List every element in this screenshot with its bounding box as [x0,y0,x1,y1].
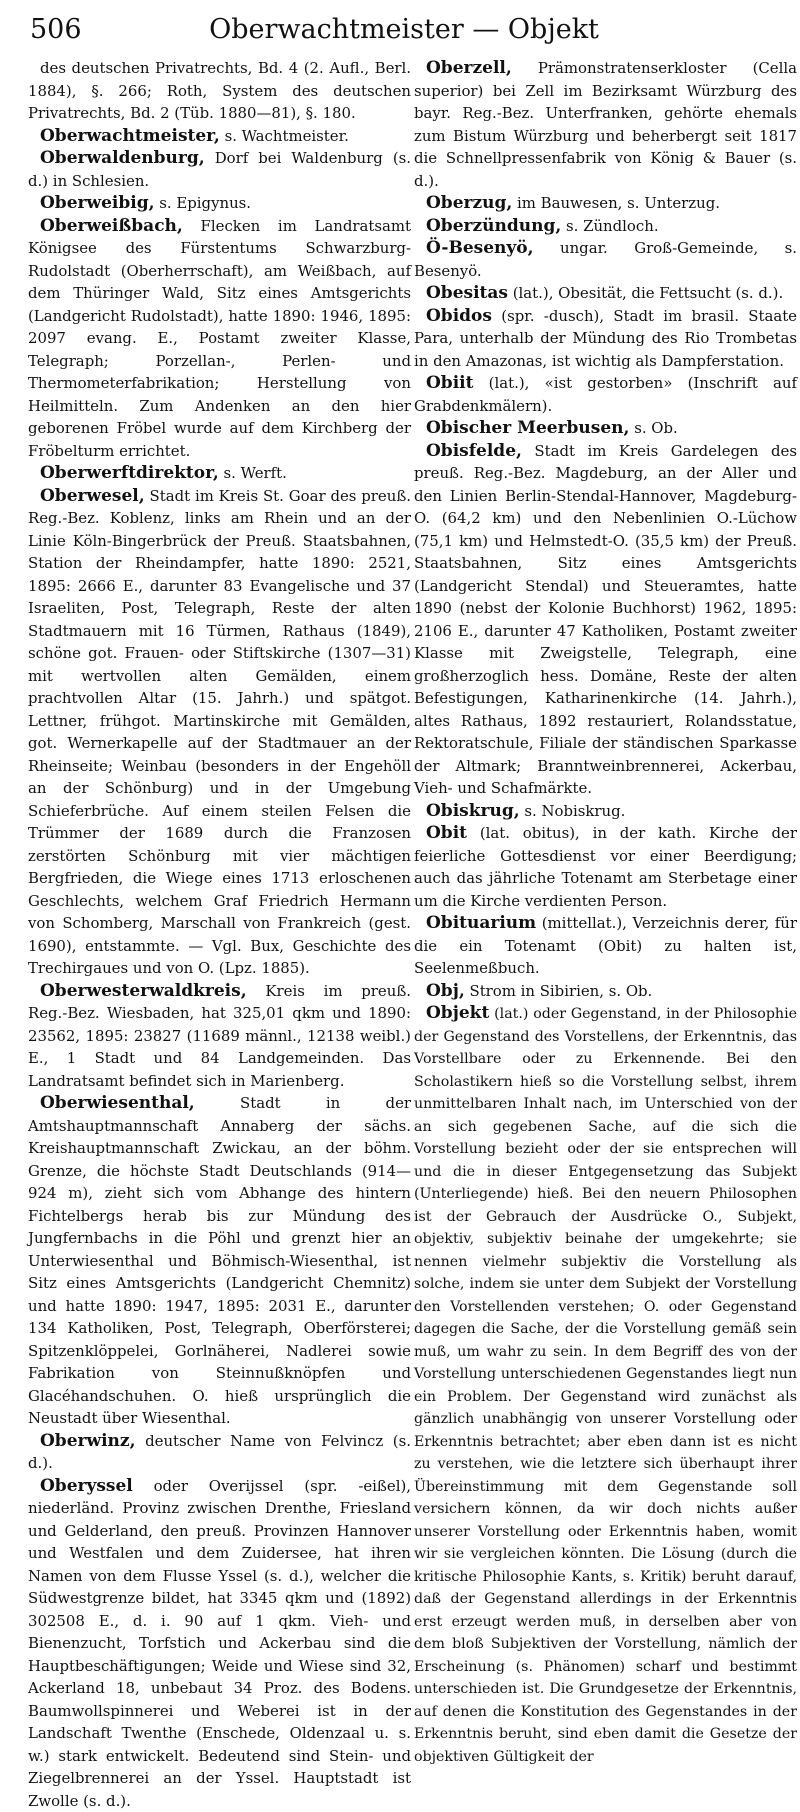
entry-oberyssel: Oberyssel oder Overijssel (spr. -eißel), niederländ. Provinz zwischen Drenthe, Friesland und Gelderland, den preuß. Provinzen Hannover und Westfalen und dem Zuidersee, hat ihren Namen von dem Flusse Yssel (s. d.), welcher die Südwestgrenze bildet, hat 3345 qkm und (1892) 302508 E., d. i. 90 auf 1 qkm. Vieh- und Bienenzucht, Torfstich und Ackerbau sind die Hauptbeschäftigungen; Weide und Wiese sind 32, Ackerland 18, unbebaut 34 Proz. des Bodens. Baumwollspinnerei und Weberei ist in der Landschaft Twenthe (Enschede, Oldenzaal u. s. w.) stark entwickelt. Bedeutend sind Stein- und Ziegelbrennerei an der Yssel. Hauptstadt ist Zwolle (s. d.). [28,1475,411,1812]
page-number: 506 [30,14,82,45]
entry-objekt: Objekt (lat.) oder Gegenstand, in der Philosophie der Gegenstand des Vorstellens, der Erkenntnis, das Vorstellbare oder zu Erkennende. Bei den Scholastikern hieß so die Vorstellung selbst, ihrem unmittelbaren Inhalt nach, im Unterschied von der an sich gegebenen Sache, auf die sich die Vorstellung bezieht oder der sie entsprechen will und die in dieser Entgegensetzung das Subjekt (Unterliegende) hieß. Bei den neuern Philosophen ist der Gebrauch der Ausdrücke O., Subjekt, objektiv, subjektiv beinahe der umgekehrte; sie nennen vielmehr subjektiv die Vorstellung als solche, indem sie unter dem Subjekt der Vorstellung den Vorstellenden verstehen; O. oder Gegenstand dagegen die Sache, der die Vorstellung gemäß sein muß, um wahr zu sein. In dem Begriff des von der Vorstellung unterschiedenen Gegenstandes liegt nun ein Problem. Der Gegenstand wird zunächst als gänzlich unabhängig von unserer Vorstellung oder Erkenntnis betrachtet; aber eben dann ist es nicht zu verstehen, wie die letztere sich überhaupt ihrer Übereinstimmung mit dem Gegenstande soll versichern können, da wir doch nichts außer unserer Vorstellung oder Erkenntnis haben, womit wir sie vergleichen könnten. Die Lösung (durch die kritische Philosophie Kants, s. Kritik) beruht darauf, daß der Gegenstand allerdings in der Erkenntnis erst erzeugt werden muß, in derselben aber von dem bloß Subjektiven der Vorstellung, nämlich der Erscheinung (s. Phänomen) scharf und bestimmt unterschieden ist. Die Grundgesetze der Erkenntnis, auf denen die Konstitution des Gegenstandes in der Erkenntnis beruht, sind eben damit die Gesetze der objektiven Gültigkeit der [414,1002,797,1768]
entry-oberweissbach: Oberweißbach, Flecken im Landratsamt Königsee des Fürstentums Schwarzburg-Rudolstadt (Oberherrschaft), am Weißbach, auf dem Thüringer Wald, Sitz eines Amtsgerichts (Landgericht Rudolstadt), hatte 1890: 1946, 1895: 2097 evang. E., Postamt zweiter Klasse, Telegraph; Porzellan-, Perlen- und Thermometerfabrikation; Herstellung von Heilmitteln. Zum Andenken an den hier geborenen Fröbel wurde auf dem Kirchberg der Fröbelturm errichtet. [28,215,411,463]
entry-oberwiesenthal: Oberwiesenthal, Stadt in der Amtshauptmannschaft Annaberg der sächs. Kreishauptmannschaft Zwickau, an der böhm. Grenze, die höchste Stadt Deutschlands (914—924 m), zieht sich vom Abhange des hintern Fichtelbergs herab bis zur Mündung des Jungfernbachs in die Pöhl und grenzt hier an Unterwiesenthal und Böhmisch-Wiesenthal, ist Sitz eines Amtsgerichts (Landgericht Chemnitz) und hatte 1890: 1947, 1895: 2031 E., darunter 134 Katholiken, Post, Telegraph, Oberförsterei; Spitzenklöppelei, Gorlnäherei, Nadlerei sowie Fabrikation von Steinnußknöpfen und Glacéhandschuhen. O. hieß ursprünglich die Neustadt über Wiesenthal. [28,1092,411,1430]
entry-obj: Obj, Strom in Sibirien, s. Ob. [414,980,797,1003]
running-title: Oberwachtmeister — Objekt [30,14,778,45]
entry-obischer-meerbusen: Obischer Meerbusen, s. Ob. [414,417,797,440]
right-column [414,57,797,1768]
entry-obiit: Obiit (lat.), «ist gestorben» (Inschrift auf Grabdenkmälern). [414,372,797,417]
entry-obit: Obit (lat. obitus), in der kath. Kirche der feierliche Gottesdienst vor einer Beerdigung; auch das jährliche Totenamt am Sterbetage einer um die Kirche verdienten Person. [414,822,797,912]
left-column [28,57,411,1812]
entry-oberwinz: Oberwinz, deutscher Name von Felvincz (s. d.). [28,1430,411,1475]
entry-obisfelde: Obisfelde, Stadt im Kreis Gardelegen des preuß. Reg.-Bez. Magdeburg, an der Aller und den Linien Berlin-Stendal-Hannover, Magdeburg-O. (64,2 km) und den Nebenlinien O.-Lüchow (75,1 km) und Helmstedt-O. (35,5 km) der Preuß. Staatsbahnen, Sitz eines Amtsgerichts (Landgericht Stendal) und Steueramtes, hatte 1890 (nebst der Kolonie Buchhorst) 1962, 1895: 2106 E., darunter 47 Katholiken, Postamt zweiter Klasse mit Zweigstelle, Telegraph, eine großherzoglich hess. Domäne, Reste der alten Befestigungen, Katharinenkirche (14. Jahrh.), altes Rathaus, 1892 restauriert, Rolandsstatue, Rektoratschule, Filiale der ständischen Sparkasse der Altmark; Branntweinbrennerei, Ackerbau, Vieh- und Schafmärkte. [414,440,797,800]
entry-oberwachtmeister: Oberwachtmeister, s. Wachtmeister. [28,125,411,148]
entry-oberzuendung: Oberzündung, s. Zündloch. [414,215,797,238]
entry-oberweibig: Oberweibig, s. Epigynus. [28,192,411,215]
entry-continuation: des deutschen Privatrechts, Bd. 4 (2. Aufl., Berl. 1884), §. 266; Roth, System des deutschen Privatrechts, Bd. 2 (Tüb. 1880—81), §. 180. [28,57,411,125]
entry-oe-besenyoe: Ö-Besenyö, ungar. Groß-Gemeinde, s. Besenyö. [414,237,797,282]
entry-oberwesel: Oberwesel, Stadt im Kreis St. Goar des preuß. Reg.-Bez. Koblenz, links am Rhein und an der Linie Köln-Bingerbrück der Preuß. Staatsbahnen, Station der Rheindampfer, hatte 1890: 2521, 1895: 2666 E., darunter 83 Evangelische und 37 Israeliten, Post, Telegraph, Reste der alten Stadtmauern mit 16 Türmen, Rathaus (1849), schöne got. Frauen- oder Stiftskirche (1307—31) mit wertvollen alten Gemälden, einem prachtvollen Altar (15. Jahrh.) und spätgot. Lettner, frühgot. Martinskirche mit Gemälden, got. Wernerkapelle auf der Stadtmauer an der Rheinseite; Weinbau (besonders in der Engehöll an der Schönburg) und in der Umgebung Schieferbrüche. Auf einem steilen Felsen die Trümmer der 1689 durch die Franzosen zerstörten Schönburg mit vier mächtigen Bergfrieden, die Wiege eines 1713 erloschenen Geschlechts, welchem Graf Friedrich Hermann von Schomberg, Marschall von Frankreich (gest. 1690), entstammte. — Vgl. Bux, Geschichte des Trechirgaues und von O. (Lpz. 1885). [28,485,411,980]
entry-obiskrug: Obiskrug, s. Nobiskrug. [414,800,797,823]
page-header [30,10,778,52]
entry-obituarium: Obituarium (mittellat.), Verzeichnis derer, für die ein Totenamt (Obit) zu halten ist, Seelenmeßbuch. [414,912,797,980]
entry-oberzug: Oberzug, im Bauwesen, s. Unterzug. [414,192,797,215]
entry-oberwesterwaldkreis: Oberwesterwaldkreis, Kreis im preuß. Reg.-Bez. Wiesbaden, hat 325,01 qkm und 1890: 23562, 1895: 23827 (11689 männl., 12138 weibl.) E., 1 Stadt und 84 Landgemeinden. Das Landratsamt befindet sich in Marienberg. [28,980,411,1093]
entry-obesitas: Obesitas (lat.), Obesität, die Fettsucht (s. d.). [414,282,797,305]
entry-oberzell: Oberzell, Prämonstratenserkloster (Cella superior) bei Zell im Bezirksamt Würzburg des bayr. Reg.-Bez. Unterfranken, gehörte ehemals zum Bistum Würzburg und beherbergt seit 1817 die Schnellpressenfabrik von König & Bauer (s. d.). [414,57,797,192]
entry-obidos: Obidos (spr. -dusch), Stadt im brasil. Staate Para, unterhalb der Mündung des Rio Trombetas in den Amazonas, ist wichtig als Dampferstation. [414,305,797,373]
entry-oberwerftdirektor: Oberwerftdirektor, s. Werft. [28,462,411,485]
entry-oberwaldenburg: Oberwaldenburg, Dorf bei Waldenburg (s. d.) in Schlesien. [28,147,411,192]
